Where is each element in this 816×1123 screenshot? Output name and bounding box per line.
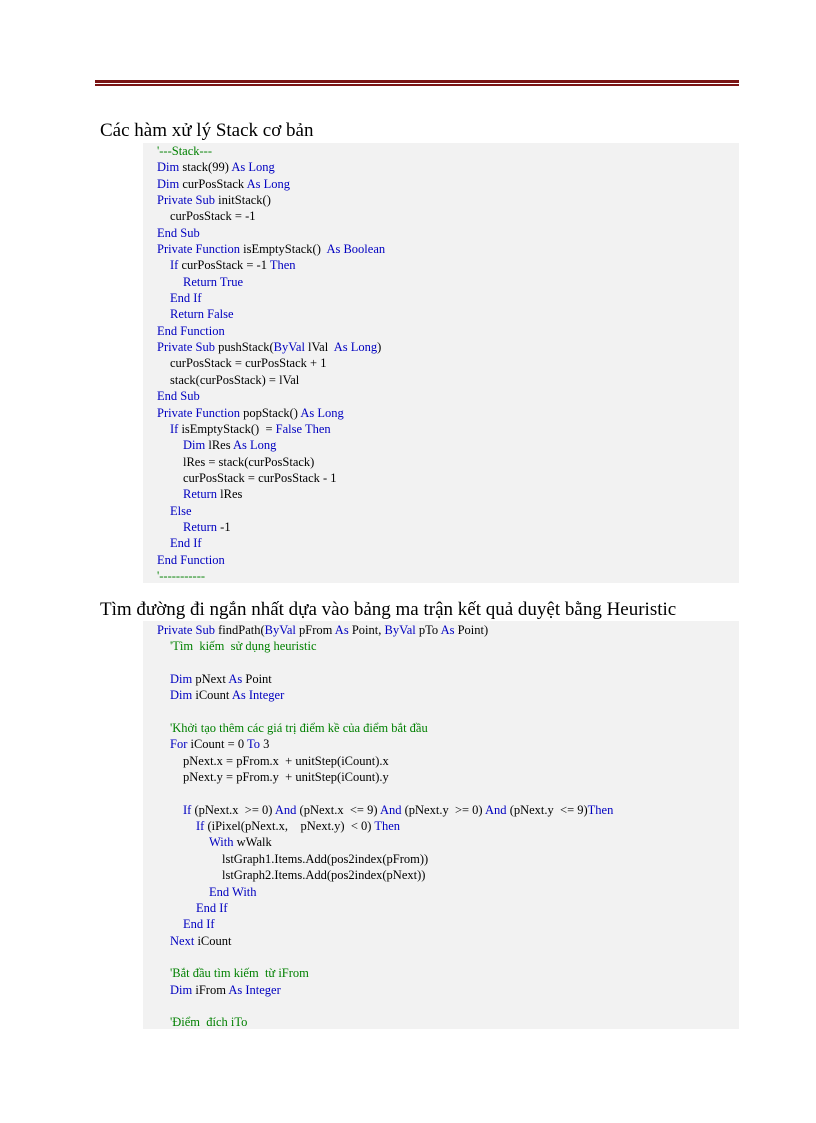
code-text: 3 [260, 737, 270, 752]
code-keyword: Else [170, 503, 192, 518]
code-line [143, 388, 739, 404]
code-text: initStack() [214, 193, 271, 208]
code-line [143, 355, 739, 371]
code-line [143, 884, 739, 900]
code-line [143, 965, 739, 981]
code-line [143, 405, 739, 421]
code-line [143, 519, 739, 535]
code-line [143, 257, 739, 273]
code-text: curPosStack = curPosStack - 1 [183, 470, 337, 485]
code-line [143, 159, 739, 175]
code-keyword: Then [269, 258, 296, 273]
code-comment: 'Tìm kiếm sử dụng heuristic [170, 639, 317, 654]
code-comment: '---Stack--- [157, 144, 212, 158]
code-line [143, 802, 739, 818]
code-line [143, 851, 739, 867]
code-keyword: Dim [170, 688, 193, 703]
code-line [143, 916, 739, 932]
code-text: stack(curPosStack) = lVal [170, 372, 300, 387]
code-line [143, 323, 739, 339]
code-keyword: As Long [231, 160, 275, 175]
code-line [143, 1014, 739, 1030]
code-text: ) [377, 340, 382, 355]
code-line [143, 720, 739, 736]
code-line [143, 486, 739, 502]
code-text: iFrom [192, 982, 229, 997]
code-text: Point [242, 672, 272, 687]
code-keyword: Return True [183, 274, 244, 289]
code-text: curPosStack = -1 [178, 258, 270, 273]
code-keyword: Then [374, 819, 401, 834]
code-comment: 'Điểm đích iTo [170, 1015, 248, 1030]
code-keyword: As Long [246, 176, 290, 191]
code-keyword: Private Sub [157, 340, 215, 355]
code-keyword: As Integer [228, 982, 281, 997]
code-text: -1 [217, 519, 231, 534]
section-heading-stack: Các hàm xử lý Stack cơ bản [100, 120, 314, 141]
code-keyword: Return [183, 519, 218, 534]
code-line [143, 949, 739, 965]
code-text: lRes [217, 487, 243, 502]
code-line [143, 704, 739, 720]
code-text: curPosStack = -1 [170, 209, 256, 224]
code-line [143, 655, 739, 671]
code-line [143, 622, 739, 638]
code-line [143, 900, 739, 916]
code-text: findPath( [214, 623, 265, 637]
code-keyword: As [334, 623, 349, 637]
code-text: pTo [415, 623, 441, 637]
code-text: (pNext.y >= 0) [401, 802, 486, 817]
code-keyword: As [440, 623, 455, 637]
code-line [143, 552, 739, 568]
code-text: isEmptyStack() = [178, 421, 276, 436]
code-keyword: Private Function [157, 242, 240, 257]
code-keyword: End Sub [157, 225, 200, 240]
code-line [143, 454, 739, 470]
code-keyword: ByVal [264, 623, 296, 637]
code-line [143, 933, 739, 949]
code-keyword: Then [587, 802, 614, 817]
code-comment: 'Bắt đầu tìm kiếm từ iFrom [170, 966, 309, 981]
header-rule [95, 80, 739, 83]
code-keyword: As Long [300, 405, 344, 420]
code-keyword: ByVal [384, 623, 416, 637]
code-text: popStack() [239, 405, 301, 420]
code-text: iCount = 0 [187, 737, 247, 752]
code-keyword: False Then [275, 421, 331, 436]
code-comment: 'Khởi tạo thêm các giá trị điểm kề của điểm bắt đầu [170, 721, 428, 736]
code-keyword: With [209, 835, 234, 850]
code-text: curPosStack = curPosStack + 1 [170, 356, 327, 371]
code-line [143, 834, 739, 850]
code-line [143, 339, 739, 355]
code-text: (pNext.x <= 9) [296, 802, 380, 817]
code-line [143, 638, 739, 654]
code-keyword: Private Sub [157, 623, 215, 637]
code-line [143, 503, 739, 519]
code-line [143, 769, 739, 785]
code-text: pNext.y = pFrom.y + unitStep(iCount).y [183, 770, 389, 785]
code-keyword: End If [196, 900, 228, 915]
code-text: lRes [205, 438, 234, 453]
code-text: wWalk [233, 835, 272, 850]
code-line [143, 208, 739, 224]
code-keyword: Dim [170, 982, 193, 997]
code-keyword: End Sub [157, 389, 200, 404]
code-keyword: If [170, 421, 179, 436]
code-keyword: Dim [157, 176, 180, 191]
code-keyword: Dim [183, 438, 206, 453]
code-keyword: Private Sub [157, 193, 215, 208]
section-heading-findpath: Tìm đường đi ngắn nhất dựa vào bảng ma trận kết quả duyệt bằng Heuristic [100, 599, 677, 620]
code-keyword: Private Function [157, 405, 240, 420]
code-keyword: As [228, 672, 243, 687]
code-line [143, 867, 739, 883]
code-keyword: Return [183, 487, 218, 502]
code-text: (pNext.y <= 9) [506, 802, 588, 817]
code-text: (iPixel(pNext.x, pNext.y) < 0) [204, 819, 375, 834]
code-text: lRes = stack(curPosStack) [183, 454, 315, 469]
code-keyword: Dim [170, 672, 193, 687]
code-text: pNext.x = pFrom.x + unitStep(iCount).x [183, 753, 389, 768]
code-keyword: And [485, 802, 507, 817]
code-text: stack(99) [179, 160, 232, 175]
code-text: (pNext.x >= 0) [191, 802, 275, 817]
code-keyword: End If [170, 536, 202, 551]
code-text: pushStack( [214, 340, 274, 355]
code-block-stack [143, 143, 739, 583]
code-line [143, 192, 739, 208]
code-line [143, 568, 739, 584]
code-line [143, 274, 739, 290]
code-keyword: As Integer [231, 688, 285, 703]
code-keyword: And [379, 802, 402, 817]
code-line [143, 687, 739, 703]
code-keyword: If [196, 819, 205, 834]
code-keyword: Next [170, 933, 195, 948]
code-line [143, 671, 739, 687]
code-line [143, 785, 739, 801]
code-keyword: As Boolean [326, 242, 386, 257]
code-block-findpath [143, 621, 739, 1029]
code-keyword: For [170, 737, 188, 752]
code-text: curPosStack [179, 176, 247, 191]
code-text: pFrom [295, 623, 335, 637]
code-text: Point, [348, 623, 385, 637]
code-line [143, 736, 739, 752]
code-text: iCount [192, 688, 232, 703]
code-keyword: If [183, 802, 192, 817]
code-line [143, 437, 739, 453]
code-line [143, 143, 739, 159]
code-text: lVal [304, 340, 334, 355]
code-line [143, 241, 739, 257]
code-keyword: End If [183, 917, 215, 932]
code-line [143, 753, 739, 769]
code-text: lstGraph2.Items.Add(pos2index(pNext)) [222, 868, 426, 883]
code-line [143, 818, 739, 834]
code-line [143, 998, 739, 1014]
code-keyword: Dim [157, 160, 180, 175]
code-line [143, 421, 739, 437]
code-keyword: As Long [233, 438, 277, 453]
code-comment: '----------- [157, 568, 206, 583]
code-text: isEmptyStack() [239, 242, 327, 257]
code-line [143, 535, 739, 551]
code-keyword: To [246, 737, 260, 752]
header-rule-thin [95, 84, 739, 86]
code-keyword: As Long [333, 340, 378, 355]
code-keyword: End With [209, 884, 257, 899]
code-line [143, 372, 739, 388]
code-line [143, 470, 739, 486]
code-keyword: End Function [157, 552, 225, 567]
code-keyword: And [274, 802, 297, 817]
code-line [143, 306, 739, 322]
code-keyword: Return False [170, 307, 234, 322]
code-line [143, 290, 739, 306]
code-text: pNext [192, 672, 229, 687]
code-keyword: If [170, 258, 179, 273]
code-keyword: End Function [157, 323, 225, 338]
code-keyword: End If [170, 291, 202, 306]
code-text: lstGraph1.Items.Add(pos2index(pFrom)) [222, 851, 429, 866]
code-line [143, 225, 739, 241]
code-text: Point) [454, 623, 489, 637]
code-keyword: ByVal [273, 340, 305, 355]
code-line [143, 982, 739, 998]
code-text: iCount [194, 933, 232, 948]
code-line [143, 176, 739, 192]
